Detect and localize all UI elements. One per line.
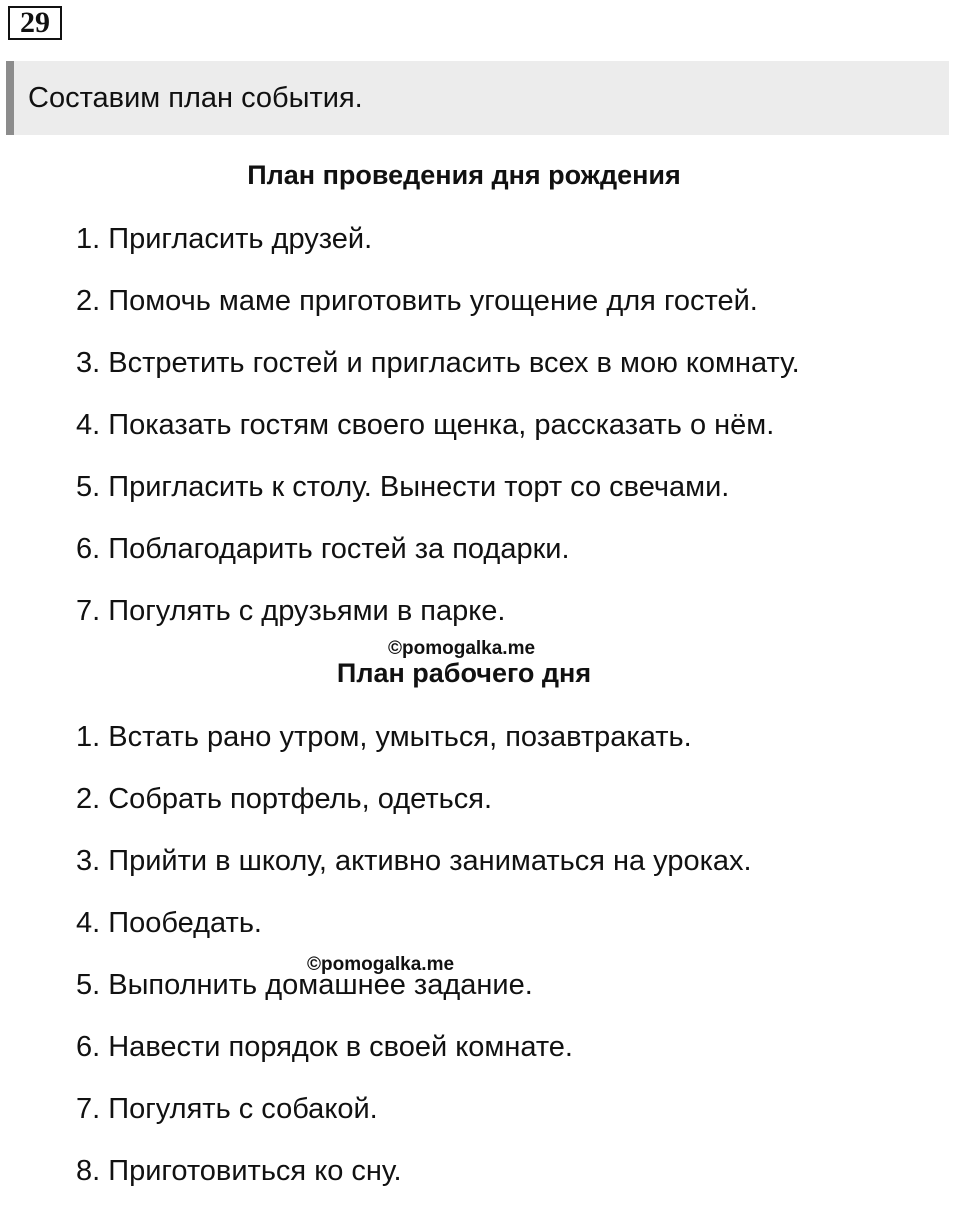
workday-plan-item: 5. Выполнить домашнее задание. <box>76 969 533 1001</box>
instruction-text: Составим план события. <box>28 82 363 114</box>
task-number: 29 <box>8 6 62 40</box>
birthday-plan-item: 5. Пригласить к столу. Вынести торт со свечами. <box>76 471 730 503</box>
watermark: ©pomogalka.me <box>388 638 536 659</box>
workday-plan-item: 2. Собрать портфель, одеться. <box>76 783 492 815</box>
workday-plan-title: План рабочего дня <box>336 658 592 688</box>
birthday-plan-list <box>76 222 800 656</box>
instruction-banner <box>6 61 949 135</box>
watermark: ©pomogalka.me <box>307 954 455 975</box>
workday-plan-item: 4. Пообедать. <box>76 907 262 939</box>
birthday-plan-title: План проведения дня рождения <box>247 160 681 190</box>
workday-plan-item: 6. Навести порядок в своей комнате. <box>76 1031 573 1063</box>
birthday-plan-item: 6. Поблагодарить гостей за подарки. <box>76 533 570 565</box>
workday-plan-item: 8. Приготовиться ко сну. <box>76 1155 402 1187</box>
workday-plan-item: 1. Встать рано утром, умыться, позавтракать. <box>76 721 692 753</box>
birthday-plan-item: 1. Пригласить друзей. <box>76 223 373 255</box>
workday-plan-item: 3. Прийти в школу, активно заниматься на уроках. <box>76 845 752 877</box>
workday-plan-item: 7. Погулять с собакой. <box>76 1093 378 1125</box>
birthday-plan-item: 3. Встретить гостей и пригласить всех в мою комнату. <box>76 347 800 379</box>
birthday-plan-item: 4. Показать гостям своего щенка, рассказать о нём. <box>76 409 775 441</box>
birthday-plan-item: 7. Погулять с друзьями в парке. <box>76 595 506 627</box>
birthday-plan-item: 2. Помочь маме приготовить угощение для гостей. <box>76 285 758 317</box>
